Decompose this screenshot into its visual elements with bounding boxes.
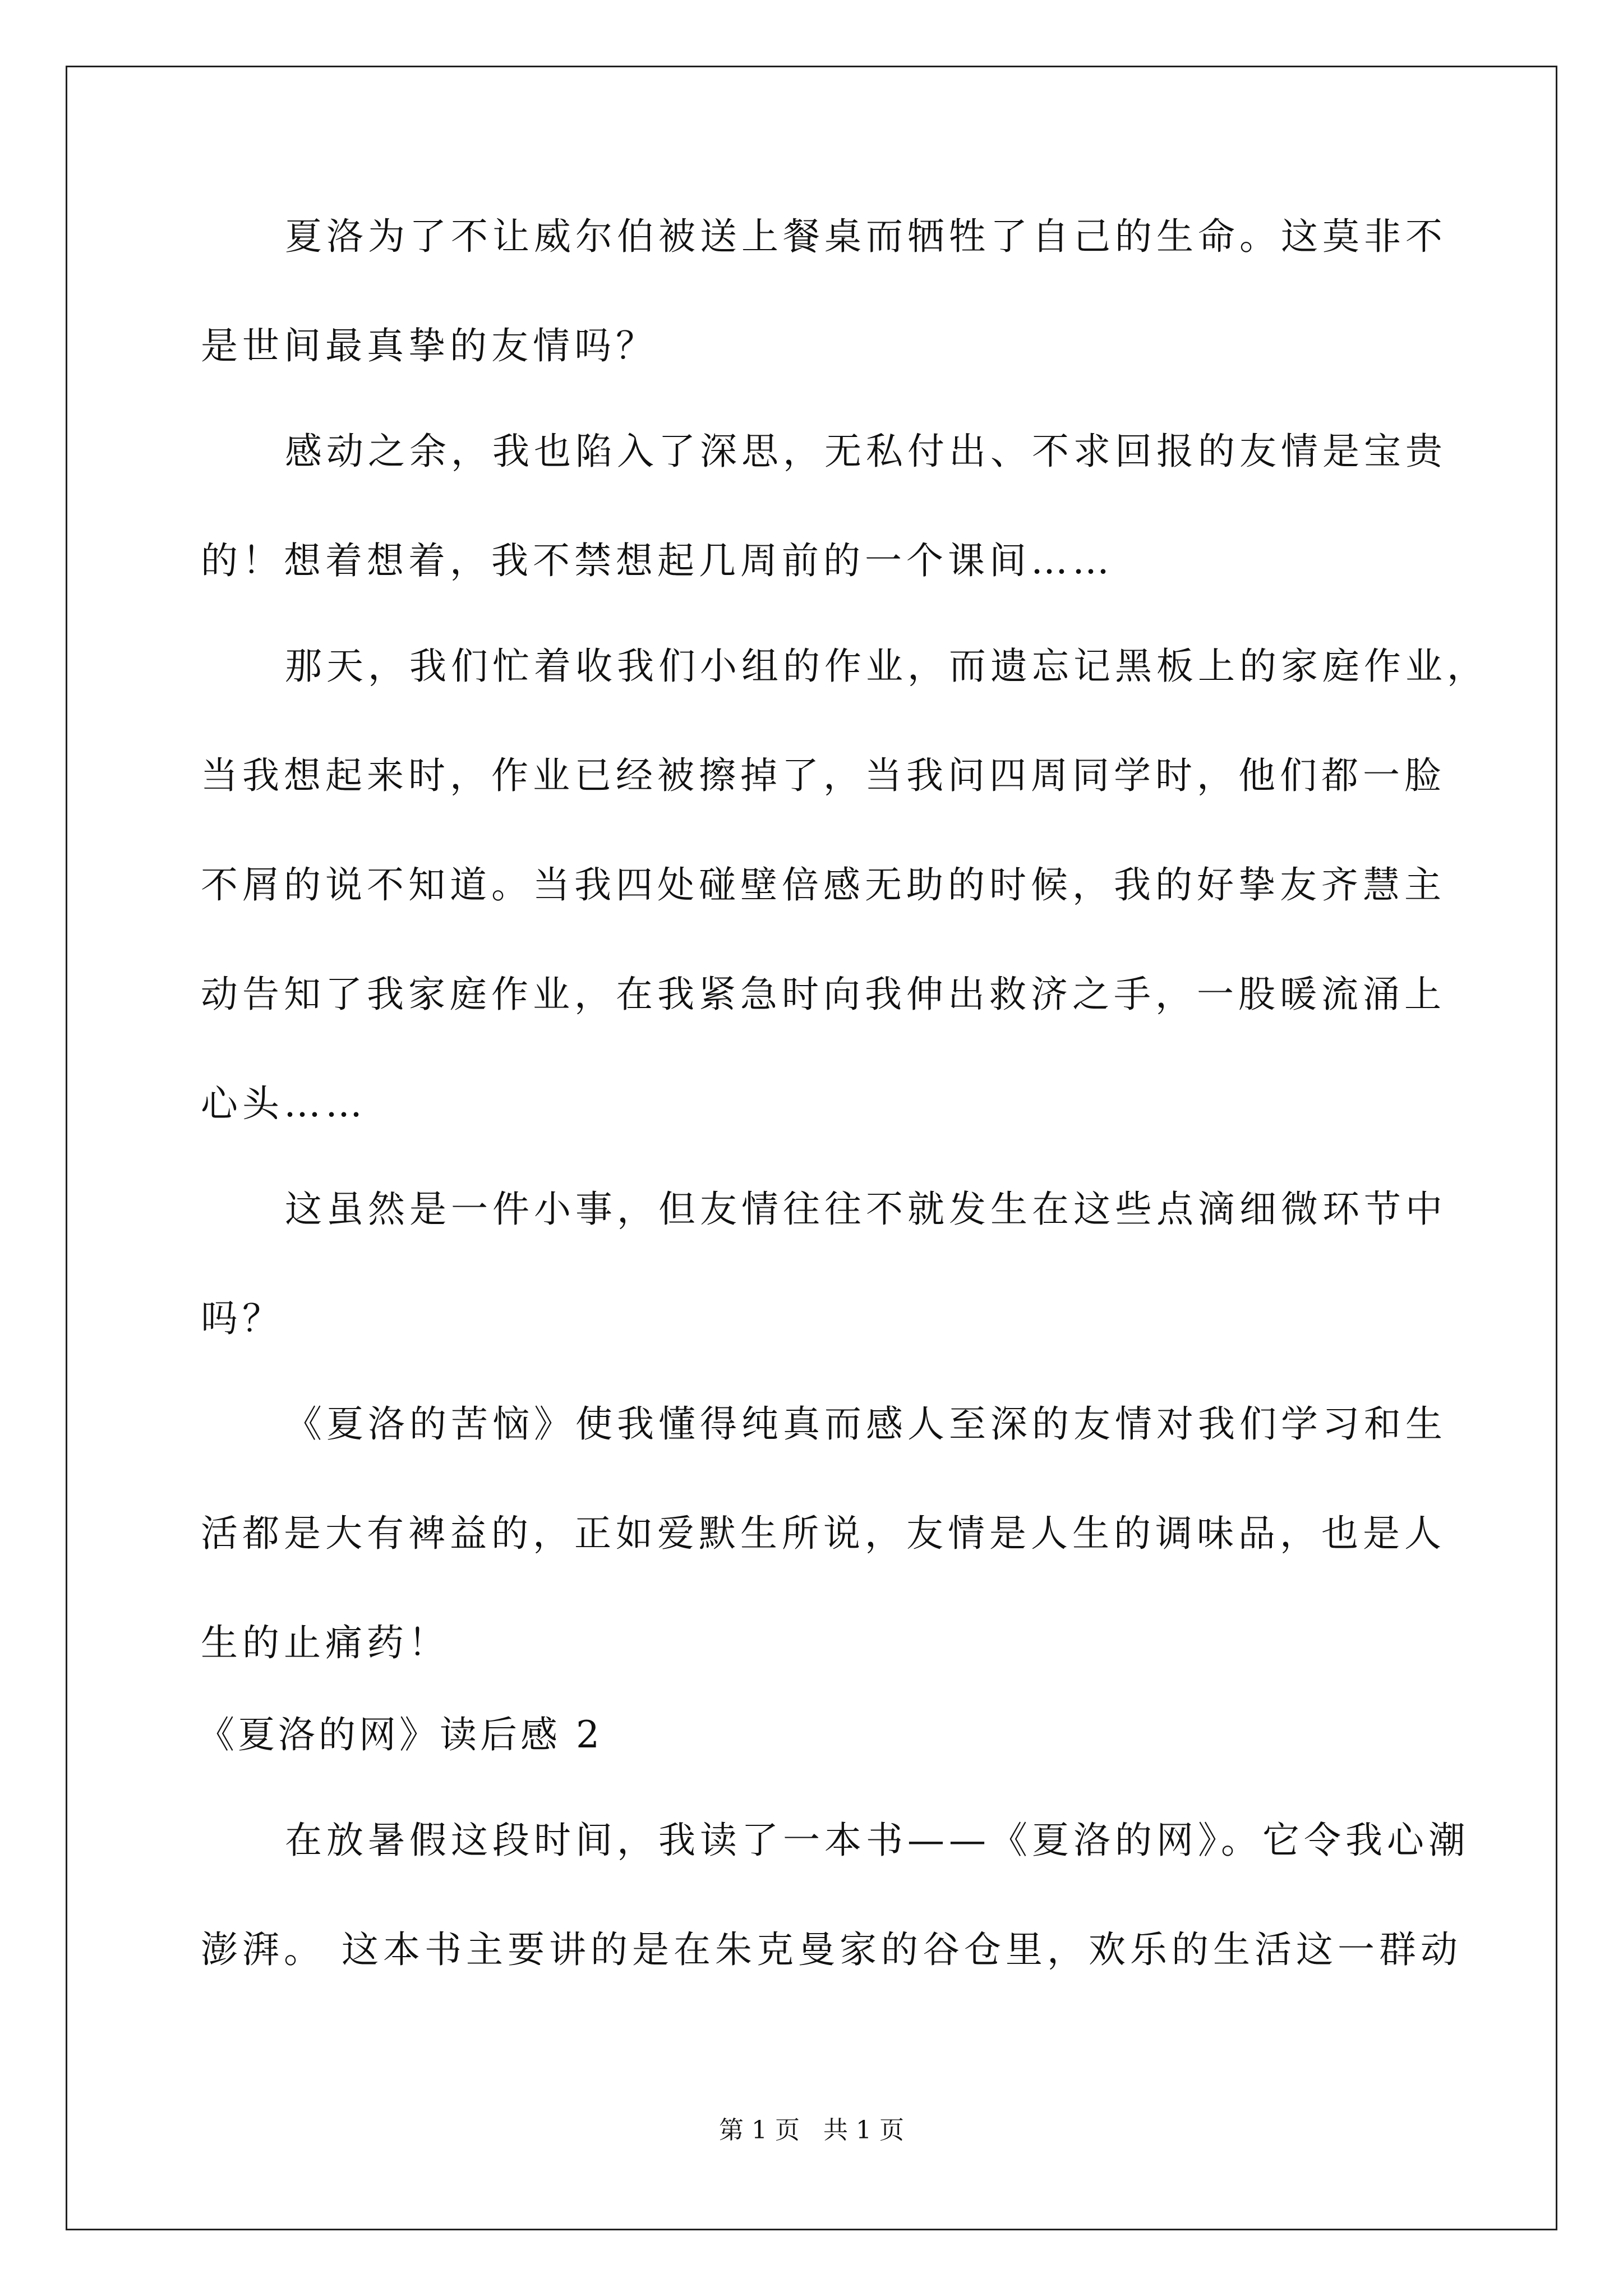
document-body — [197, 213, 1488, 1973]
page-total: 共 1 页 — [823, 2116, 904, 2145]
text-line: 《夏洛的苦恼》使我懂得纯真而感人至深的友情对我们学习和生 — [285, 1402, 1447, 1446]
text-line: 那天，我们忙着收我们小组的作业，而遗忘记黑板上的家庭作业， — [285, 645, 1488, 688]
text-line: 心头…… — [201, 1082, 367, 1125]
text-line: 的！想着想着，我不禁想起几周前的一个课间…… — [201, 539, 1114, 582]
page-number: 第 1 页 — [719, 2116, 800, 2145]
text-line: 吗？ — [201, 1297, 284, 1340]
paragraph-2 — [201, 428, 1447, 585]
text-line: 当我想起来时，作业已经被擦掉了，当我问四周同学时，他们都一脸 — [201, 754, 1446, 797]
text-line: 生的止痛药！ — [201, 1621, 450, 1664]
paragraph-5 — [201, 1401, 1447, 1667]
text-line: 在放暑假这段时间，我读了一本书——《夏洛的网》。它令我心潮 — [285, 1819, 1470, 1862]
paragraph-4 — [201, 1186, 1447, 1342]
paragraph-6 — [201, 1817, 1470, 1973]
text-line: 不屑的说不知道。当我四处碰壁倍感无助的时候，我的好挚友齐慧主 — [201, 863, 1446, 907]
text-line: 夏洛为了不让威尔伯被送上餐桌而牺牲了自己的生命。这莫非不 — [285, 215, 1447, 258]
paragraph-3 — [201, 643, 1488, 1128]
text-line: 是世间最真挚的友情吗？ — [201, 324, 657, 367]
section-heading: 《夏洛的网》读后感 2 — [197, 1713, 603, 1756]
text-line: 活都是大有裨益的，正如爱默生所说，友情是人生的调味品，也是人 — [201, 1512, 1446, 1555]
text-line: 动告知了我家庭作业，在我紧急时向我伸出救济之手，一股暖流涌上 — [201, 973, 1446, 1016]
paragraph-1 — [201, 213, 1447, 370]
text-line: 这虽然是一件小事，但友情往往不就发生在这些点滴细微环节中 — [285, 1188, 1447, 1231]
text-line: 感动之余，我也陷入了深思，无私付出、不求回报的友情是宝贵 — [285, 430, 1447, 473]
text-line: 澎湃。 这本书主要讲的是在朱克曼家的谷仓里，欢乐的生活这一群动 — [201, 1928, 1462, 1971]
page-footer — [0, 2115, 1623, 2146]
